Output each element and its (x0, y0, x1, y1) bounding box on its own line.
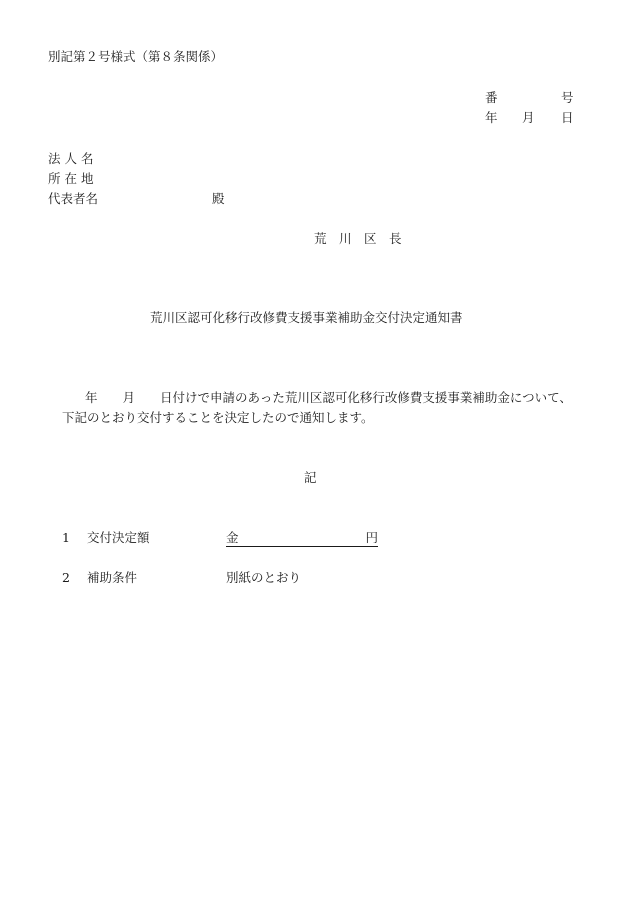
honorific: 殿 (212, 191, 225, 206)
item-value-conditions: 別紙のとおり (226, 570, 302, 585)
issuer-title: 荒 川 区 長 (314, 231, 402, 246)
date-day-label: 日 (561, 110, 574, 125)
number-suffix: 号 (561, 90, 574, 105)
grant-amount-field (226, 530, 378, 547)
item-number: 2 (62, 570, 70, 585)
amount-suffix: 円 (365, 530, 378, 545)
body-text-line-1: 年 月 日付けで申請のあった荒川区認可化移行改修費支援事業補助金について、 (85, 390, 572, 405)
date-year-label: 年 (485, 110, 498, 125)
number-label: 番 (485, 90, 498, 105)
date-month-label: 月 (522, 110, 535, 125)
item-label-conditions: 補助条件 (87, 570, 138, 585)
amount-prefix: 金 (226, 530, 239, 545)
form-number: 別記第２号様式（第８条関係） (48, 49, 224, 64)
representative-label: 代表者名 (48, 191, 99, 206)
address-label: 所 在 地 (48, 171, 94, 186)
corp-name-label: 法 人 名 (48, 151, 94, 166)
document-title: 荒川区認可化移行改修費支援事業補助金交付決定通知書 (150, 310, 463, 325)
item-number: 1 (62, 530, 70, 545)
item-label-grant-amount: 交付決定額 (87, 530, 150, 545)
body-text-line-2: 下記のとおり交付することを決定したので通知します。 (62, 410, 374, 425)
ki-heading: 記 (304, 470, 317, 485)
